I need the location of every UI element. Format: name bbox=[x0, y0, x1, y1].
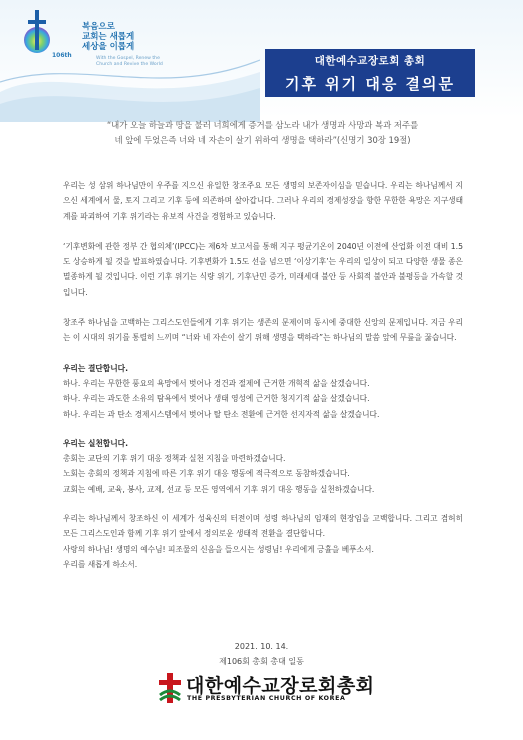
section-heading: 우리는 결단합니다. bbox=[63, 363, 129, 373]
date: 2021. 10. 14. bbox=[234, 642, 289, 651]
closing-line: 사랑의 하나님! 생명의 예수님! 피조물의 신음을 들으시는 성령님! 우리에게 긍휼을 베푸소서. bbox=[63, 544, 374, 554]
resolution-body bbox=[63, 178, 463, 572]
section-heading: 우리는 실천합니다. bbox=[63, 438, 129, 448]
title-subtitle: 대한예수교장로회 총회 bbox=[314, 55, 426, 67]
practice-section bbox=[63, 436, 463, 497]
slogan-english: With the Gospel, Renew the Church and Revive the World bbox=[96, 56, 163, 67]
slogan-line: 세상을 이롭게 bbox=[82, 42, 135, 52]
practice-item: 노회는 총회의 정책과 지침에 따른 기후 위기 대응 행동에 적극적으로 동참하겠습니다. bbox=[63, 469, 350, 479]
resolve-item: 하나. 우리는 과 탄소 경제시스템에서 벗어나 탈 탄소 전환에 근거한 선지자적 삶을 살겠습니다. bbox=[63, 409, 380, 419]
resolve-item: 하나. 우리는 과도한 소유의 탐욕에서 벗어나 생태 영성에 근거한 청지기적 삶을 살겠습니다. bbox=[63, 394, 370, 404]
church-name-korean: 대한예수교장로회총회 bbox=[186, 675, 375, 697]
assembly-logo-icon bbox=[22, 8, 52, 56]
paragraph: 우리는 성 삼위 하나님만이 우주를 지으신 유일한 창조주요 모든 생명의 보존자이심을 믿습니다. 우리는 하나님께서 지으신 세계에서 물, 토지 그리고 기후 등에 의존하며 살아갑니다. 그러나 우리의 경제성장을 향한 무한한 욕망은 지구생태계를 파괴하여 기후 위기라는 유보적 사건을 경험하고 있습니다. bbox=[63, 181, 463, 221]
slogan-line: 교회는 새롭게 bbox=[82, 32, 135, 42]
slogan bbox=[82, 22, 172, 52]
closing-line: 우리를 새롭게 하소서. bbox=[63, 559, 138, 569]
signatory: 제106회 총회 총대 일동 bbox=[219, 657, 304, 666]
page-title: 기후 위기 대응 결의문 bbox=[284, 75, 456, 93]
logo-number: 106th bbox=[52, 52, 72, 59]
practice-item: 교회는 예배, 교육, 봉사, 교제, 선교 등 모든 영역에서 기후 위기 대응 행동을 실천하겠습니다. bbox=[63, 484, 375, 494]
slogan-line: 복음으로 bbox=[82, 22, 115, 32]
title-box bbox=[265, 49, 475, 97]
resolve-item: 하나. 우리는 무한한 풍요의 욕망에서 벗어나 경건과 절제에 근거한 개혁적 삶을 살겠습니다. bbox=[63, 378, 370, 388]
resolve-section bbox=[63, 361, 463, 422]
practice-item: 총회는 교단의 기후 위기 대응 정책과 실천 지침을 마련하겠습니다. bbox=[63, 454, 286, 464]
closing-line: 우리는 하나님께서 창조하신 이 세계가 성육신의 터전이며 성령 하나님의 임재의 현장임을 고백합니다. 그리고 겸허히 모든 그리스도인과 함께 기후 위기 앞에서 정의로운 생태적 전환을 결단합니다. bbox=[63, 514, 463, 539]
paragraph: 창조주 하나님을 고백하는 그리스도인들에게 기후 위기는 생존의 문제이며 동시에 중대한 신앙의 문제입니다. 지금 우리는 이 시대의 위기를 통렬히 느끼며 “너와 네 자손이 살기 위해 생명을 택하라”는 하나님의 말씀 앞에 무릎을 꿇습니다. bbox=[63, 318, 463, 343]
closing-prayer bbox=[63, 511, 463, 572]
verse-line: “내가 오늘 하늘과 땅을 불러 너희에게 증거를 삼노라 내가 생명과 사망과 복과 저주를 bbox=[106, 120, 419, 130]
verse-line: 네 앞에 두었은즉 너와 네 자손이 살기 위하여 생명을 택하라”(신명기 30장 19절) bbox=[114, 135, 411, 145]
paragraph: ‘기후변화에 관한 정부 간 협의체’(IPCC)는 제6차 보고서를 통해 지구 평균기온이 2040년 이전에 산업화 이전 대비 1.5도 상승하게 될 것을 발표하였습니다. 기후변화가 1.5도 선을 넘으면 ‘이상기후’는 우리의 일상이 되고 다양한 생물 종은 멸종하게 될 것입니다. 이런 기후 위기는 식량 위기, 기후난민 증가, 미래세대 불안 등 사회적 불안과 불평등을 가속할 것입니다. bbox=[63, 241, 463, 297]
signoff bbox=[0, 639, 523, 669]
scripture-verse bbox=[70, 118, 455, 148]
church-name-english: THE PRESBYTERIAN CHURCH OF KOREA bbox=[187, 695, 346, 702]
church-emblem-icon bbox=[157, 673, 183, 703]
